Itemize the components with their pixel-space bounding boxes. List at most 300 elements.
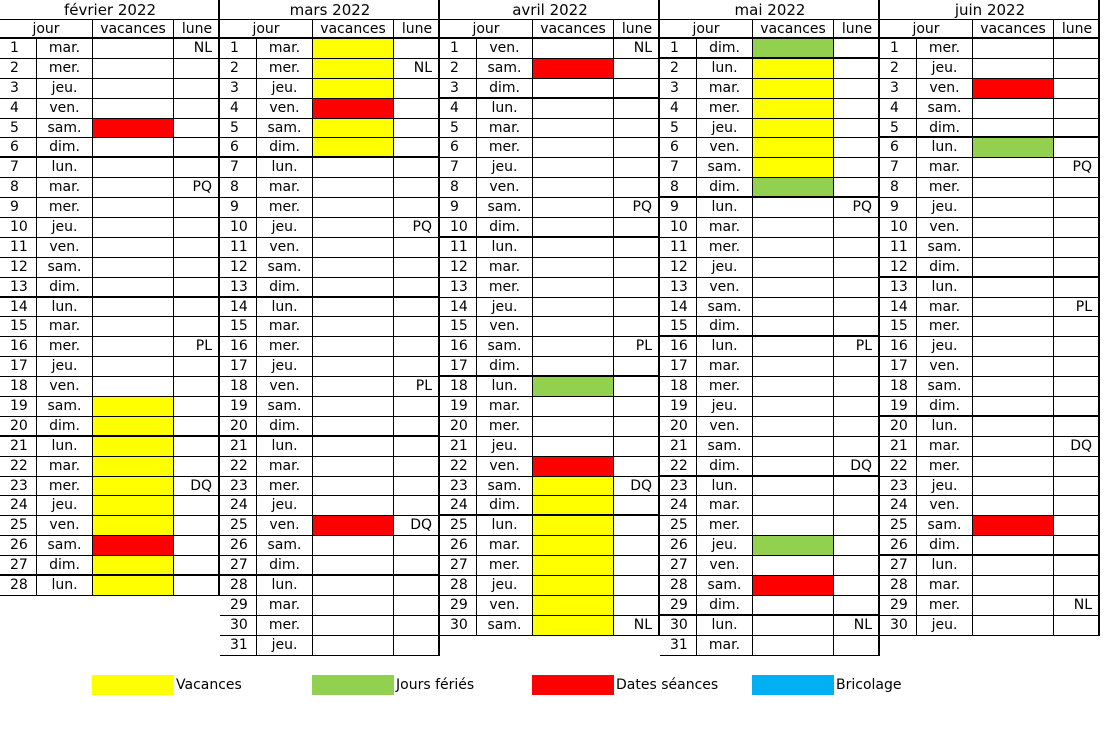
weekday: mer.	[697, 99, 753, 118]
vacances-cell	[753, 119, 834, 138]
vacances-cell	[533, 477, 614, 496]
day-number: 12	[660, 258, 697, 277]
moon-phase	[174, 258, 220, 277]
vacances-cell	[93, 417, 174, 435]
day-row	[0, 317, 220, 337]
vacances-cell	[533, 576, 614, 595]
weekday: mer.	[917, 596, 973, 615]
highlight-seances	[93, 119, 173, 138]
vacances-cell	[93, 39, 174, 58]
header-vacances: vacances	[533, 20, 614, 37]
moon-phase	[834, 99, 880, 118]
day-number: 10	[440, 218, 477, 236]
day-number: 27	[880, 556, 917, 575]
weekday: jeu.	[257, 357, 313, 376]
weekday: lun.	[477, 377, 533, 396]
month-column	[440, 0, 660, 636]
day-row	[660, 278, 880, 298]
moon-phase	[834, 59, 880, 78]
day-number: 4	[880, 99, 917, 118]
vacances-cell	[533, 258, 614, 277]
weekday: mer.	[257, 337, 313, 356]
day-row	[880, 258, 1100, 278]
vacances-cell	[753, 178, 834, 196]
weekday: dim.	[477, 79, 533, 97]
moon-phase: PL	[855, 338, 872, 355]
weekday: ven.	[477, 317, 533, 336]
day-row	[0, 576, 220, 596]
day-row	[880, 198, 1100, 218]
moon-phase	[394, 99, 440, 118]
vacances-cell	[533, 158, 614, 177]
weekday: mer.	[37, 59, 93, 78]
vacances-cell	[753, 516, 834, 535]
moon-phase	[1054, 278, 1100, 297]
vacances-cell	[313, 457, 394, 476]
legend-swatch-feries	[312, 675, 394, 695]
day-number: 30	[660, 616, 697, 635]
day-row	[0, 357, 220, 377]
vacances-cell	[973, 138, 1054, 157]
moon-phase	[834, 636, 880, 655]
weekday: jeu.	[477, 437, 533, 456]
day-number: 8	[880, 178, 917, 197]
day-number: 23	[880, 477, 917, 496]
vacances-cell	[533, 437, 614, 456]
header-lune: lune	[401, 21, 433, 37]
moon-phase	[834, 258, 880, 277]
day-row	[660, 477, 880, 497]
day-number: 9	[880, 198, 917, 217]
vacances-cell	[533, 119, 614, 138]
weekday: ven.	[257, 99, 313, 118]
day-number: 14	[440, 298, 477, 317]
weekday: mer.	[257, 616, 313, 635]
vacances-cell	[533, 357, 614, 375]
weekday: mer.	[477, 138, 533, 157]
day-number: 19	[220, 397, 257, 416]
weekday: jeu.	[257, 218, 313, 237]
day-row	[440, 536, 660, 556]
day-number: 27	[660, 556, 697, 575]
moon-phase	[614, 496, 660, 514]
vacances-cell	[533, 556, 614, 575]
weekday: dim.	[697, 317, 753, 335]
weekday: dim.	[257, 417, 313, 435]
day-row	[880, 377, 1100, 397]
vacances-cell	[533, 377, 614, 396]
weekday: dim.	[917, 536, 973, 554]
moon-phase: PL	[415, 378, 432, 395]
moon-phase: DQ	[630, 477, 652, 494]
day-row	[880, 357, 1100, 377]
highlight-seances	[973, 516, 1053, 535]
day-row	[0, 258, 220, 278]
vacances-cell	[753, 536, 834, 555]
moon-phase	[174, 437, 220, 456]
vacances-cell	[93, 99, 174, 118]
moon-phase	[834, 158, 880, 177]
vacances-cell	[973, 178, 1054, 197]
day-row	[440, 258, 660, 278]
vacances-cell	[93, 119, 174, 138]
day-row	[880, 59, 1100, 79]
moon-phase	[394, 198, 440, 217]
weekday: dim.	[37, 417, 93, 435]
day-number: 24	[220, 496, 257, 515]
day-number: 20	[660, 417, 697, 436]
vacances-cell	[313, 198, 394, 217]
day-number: 13	[0, 278, 37, 296]
column-headers	[0, 20, 220, 39]
day-number: 29	[880, 596, 917, 615]
highlight-seances	[93, 536, 173, 555]
vacances-cell	[533, 138, 614, 157]
day-number: 21	[0, 437, 37, 456]
highlight-seances	[533, 59, 613, 78]
weekday: ven.	[37, 238, 93, 257]
vacances-cell	[973, 357, 1054, 376]
day-number: 5	[880, 119, 917, 137]
day-number: 12	[880, 258, 917, 276]
column-headers	[660, 20, 880, 39]
vacances-cell	[313, 218, 394, 237]
moon-phase: PQ	[412, 219, 432, 236]
weekday: lun.	[37, 298, 93, 317]
day-row	[660, 158, 880, 178]
vacances-cell	[93, 258, 174, 277]
day-number: 19	[0, 397, 37, 416]
day-row	[220, 397, 440, 417]
moon-phase	[614, 99, 660, 118]
day-row	[440, 337, 660, 357]
weekday: sam.	[477, 198, 533, 217]
moon-phase: NL	[633, 40, 652, 56]
day-row	[660, 417, 880, 437]
day-row	[660, 576, 880, 596]
vacances-cell	[313, 158, 394, 177]
vacances-cell	[533, 417, 614, 436]
header-lune: lune	[181, 21, 213, 37]
legend-label-vacances: Vacances	[176, 677, 242, 693]
day-number: 5	[0, 119, 37, 138]
weekday: ven.	[477, 39, 533, 58]
weekday: lun.	[257, 437, 313, 456]
weekday: mar.	[37, 457, 93, 476]
moon-phase: DQ	[1070, 437, 1092, 454]
day-row	[0, 79, 220, 99]
day-number: 6	[660, 138, 697, 157]
day-row	[440, 198, 660, 218]
day-row	[440, 596, 660, 616]
highlight-feries	[533, 377, 613, 396]
day-number: 7	[220, 158, 257, 177]
weekday: mer.	[917, 457, 973, 476]
weekday: dim.	[917, 258, 973, 276]
day-row	[220, 178, 440, 198]
weekday: sam.	[477, 337, 533, 356]
day-number: 13	[660, 278, 697, 297]
day-row	[220, 258, 440, 278]
day-number: 13	[880, 278, 917, 297]
highlight-vacances	[533, 496, 613, 514]
moon-phase	[174, 536, 220, 555]
day-number: 18	[220, 377, 257, 396]
day-number: 10	[880, 218, 917, 237]
vacances-cell	[313, 477, 394, 496]
day-row	[220, 337, 440, 357]
month-column	[220, 0, 440, 656]
weekday: mar.	[917, 298, 973, 317]
weekday: mer.	[37, 198, 93, 217]
moon-phase	[834, 298, 880, 317]
weekday: mar.	[257, 596, 313, 615]
day-number: 18	[660, 377, 697, 396]
day-row	[660, 357, 880, 377]
day-number: 11	[0, 238, 37, 257]
vacances-cell	[973, 298, 1054, 317]
day-number: 5	[660, 119, 697, 138]
day-row	[880, 317, 1100, 337]
moon-phase	[834, 496, 880, 515]
day-row	[0, 298, 220, 318]
highlight-seances	[313, 99, 393, 118]
vacances-cell	[753, 357, 834, 376]
vacances-cell	[973, 616, 1054, 635]
moon-phase: PQ	[1072, 159, 1092, 176]
day-row	[440, 138, 660, 158]
day-row	[660, 198, 880, 218]
weekday: lun.	[37, 437, 93, 456]
weekday: jeu.	[917, 616, 973, 635]
moon-phase	[1054, 496, 1100, 515]
day-number: 21	[220, 437, 257, 456]
weekday: mer.	[257, 59, 313, 78]
moon-phase	[394, 636, 440, 655]
moon-phase: NL	[193, 40, 212, 56]
day-number: 29	[660, 596, 697, 614]
vacances-cell	[533, 278, 614, 297]
legend-swatch-seances	[532, 675, 614, 695]
weekday: sam.	[37, 119, 93, 138]
legend-label-bricolage: Bricolage	[836, 677, 902, 693]
moon-phase	[834, 477, 880, 496]
header-jour: jour	[660, 20, 753, 37]
moon-phase	[394, 576, 440, 595]
moon-phase	[1054, 119, 1100, 137]
weekday: sam.	[257, 119, 313, 138]
day-number: 1	[0, 39, 37, 58]
day-row	[0, 39, 220, 59]
moon-phase	[834, 39, 880, 57]
vacances-cell	[93, 178, 174, 197]
day-row	[440, 99, 660, 119]
month-title: juin 2022	[880, 0, 1100, 20]
day-row	[660, 377, 880, 397]
moon-phase: DQ	[190, 477, 212, 494]
moon-phase	[614, 556, 660, 575]
moon-phase	[1054, 576, 1100, 595]
weekday: mar.	[257, 178, 313, 197]
day-number: 1	[220, 39, 257, 58]
moon-phase	[174, 377, 220, 396]
weekday: mer.	[477, 556, 533, 575]
highlight-vacances	[313, 79, 393, 98]
day-row	[440, 417, 660, 437]
weekday: sam.	[917, 377, 973, 396]
day-row	[440, 496, 660, 516]
moon-phase	[834, 536, 880, 555]
highlight-seances	[973, 79, 1053, 98]
day-row	[660, 99, 880, 119]
moon-phase	[1054, 59, 1100, 78]
vacances-cell	[533, 616, 614, 635]
weekday: lun.	[917, 556, 973, 575]
day-number: 19	[660, 397, 697, 416]
vacances-cell	[313, 397, 394, 416]
moon-phase	[1054, 536, 1100, 554]
moon-phase	[834, 278, 880, 297]
day-number: 28	[440, 576, 477, 595]
moon-phase	[174, 278, 220, 296]
vacances-cell	[973, 238, 1054, 257]
day-row	[660, 238, 880, 258]
day-number: 27	[220, 556, 257, 574]
weekday: sam.	[917, 238, 973, 257]
day-row	[220, 636, 440, 656]
day-number: 25	[660, 516, 697, 535]
moon-phase: PQ	[192, 179, 212, 196]
day-number: 7	[660, 158, 697, 177]
day-number: 30	[220, 616, 257, 635]
month-title: mai 2022	[660, 0, 880, 20]
day-row	[0, 397, 220, 417]
vacances-cell	[753, 596, 834, 614]
day-row	[440, 317, 660, 337]
vacances-cell	[93, 576, 174, 595]
vacances-cell	[313, 596, 394, 615]
moon-phase	[834, 397, 880, 416]
vacances-cell	[93, 516, 174, 535]
weekday: lun.	[477, 238, 533, 257]
vacances-cell	[973, 437, 1054, 456]
weekday: mer.	[917, 39, 973, 58]
moon-phase	[614, 119, 660, 138]
moon-phase	[614, 178, 660, 197]
weekday: mar.	[697, 496, 753, 515]
day-number: 10	[660, 218, 697, 237]
day-row	[440, 119, 660, 139]
day-row	[0, 59, 220, 79]
day-row	[220, 457, 440, 477]
vacances-cell	[753, 377, 834, 396]
day-number: 3	[0, 79, 37, 98]
day-number: 26	[440, 536, 477, 555]
moon-phase	[1054, 99, 1100, 118]
moon-phase	[614, 317, 660, 336]
day-number: 11	[880, 238, 917, 257]
moon-phase	[394, 397, 440, 416]
day-number: 2	[660, 59, 697, 78]
moon-phase	[1054, 377, 1100, 396]
day-number: 3	[440, 79, 477, 97]
day-row	[660, 178, 880, 198]
vacances-cell	[533, 298, 614, 317]
day-number: 16	[880, 337, 917, 356]
weekday: ven.	[697, 278, 753, 297]
moon-phase	[1054, 457, 1100, 476]
moon-phase	[1054, 556, 1100, 575]
vacances-cell	[753, 258, 834, 277]
vacances-cell	[973, 119, 1054, 137]
moon-phase	[1054, 138, 1100, 157]
moon-phase	[834, 238, 880, 257]
day-row	[220, 616, 440, 636]
moon-phase	[614, 437, 660, 456]
day-number: 2	[880, 59, 917, 78]
day-row	[880, 238, 1100, 258]
weekday: lun.	[477, 516, 533, 535]
highlight-vacances	[93, 496, 173, 515]
weekday: ven.	[477, 457, 533, 476]
day-number: 20	[440, 417, 477, 436]
highlight-vacances	[533, 616, 613, 635]
day-row	[220, 496, 440, 516]
day-number: 16	[0, 337, 37, 356]
day-number: 7	[440, 158, 477, 177]
vacances-cell	[753, 636, 834, 655]
legend-label-feries: Jours fériés	[396, 677, 475, 693]
day-row	[220, 218, 440, 238]
day-row	[0, 278, 220, 298]
day-row	[880, 337, 1100, 357]
day-row	[220, 298, 440, 318]
highlight-vacances	[533, 576, 613, 595]
day-row	[880, 516, 1100, 536]
day-number: 16	[440, 337, 477, 356]
day-number: 11	[220, 238, 257, 257]
weekday: mar.	[37, 39, 93, 58]
vacances-cell	[973, 79, 1054, 98]
moon-phase	[174, 298, 220, 317]
day-number: 8	[440, 178, 477, 197]
weekday: mar.	[917, 576, 973, 595]
weekday: mer.	[257, 477, 313, 496]
day-row	[0, 119, 220, 139]
day-number: 11	[660, 238, 697, 257]
day-number: 23	[220, 477, 257, 496]
weekday: jeu.	[257, 496, 313, 515]
day-row	[880, 477, 1100, 497]
moon-phase: DQ	[410, 517, 432, 534]
vacances-cell	[533, 238, 614, 257]
weekday: dim.	[697, 596, 753, 614]
vacances-cell	[753, 457, 834, 475]
day-number: 3	[880, 79, 917, 98]
moon-phase	[394, 596, 440, 615]
day-row	[660, 636, 880, 656]
vacances-cell	[753, 556, 834, 575]
day-row	[660, 337, 880, 357]
moon-phase	[394, 238, 440, 257]
moon-phase	[394, 298, 440, 317]
vacances-cell	[93, 218, 174, 237]
weekday: lun.	[257, 298, 313, 317]
day-number: 15	[220, 317, 257, 336]
moon-phase	[834, 516, 880, 535]
moon-phase	[614, 218, 660, 236]
weekday: dim.	[697, 178, 753, 196]
